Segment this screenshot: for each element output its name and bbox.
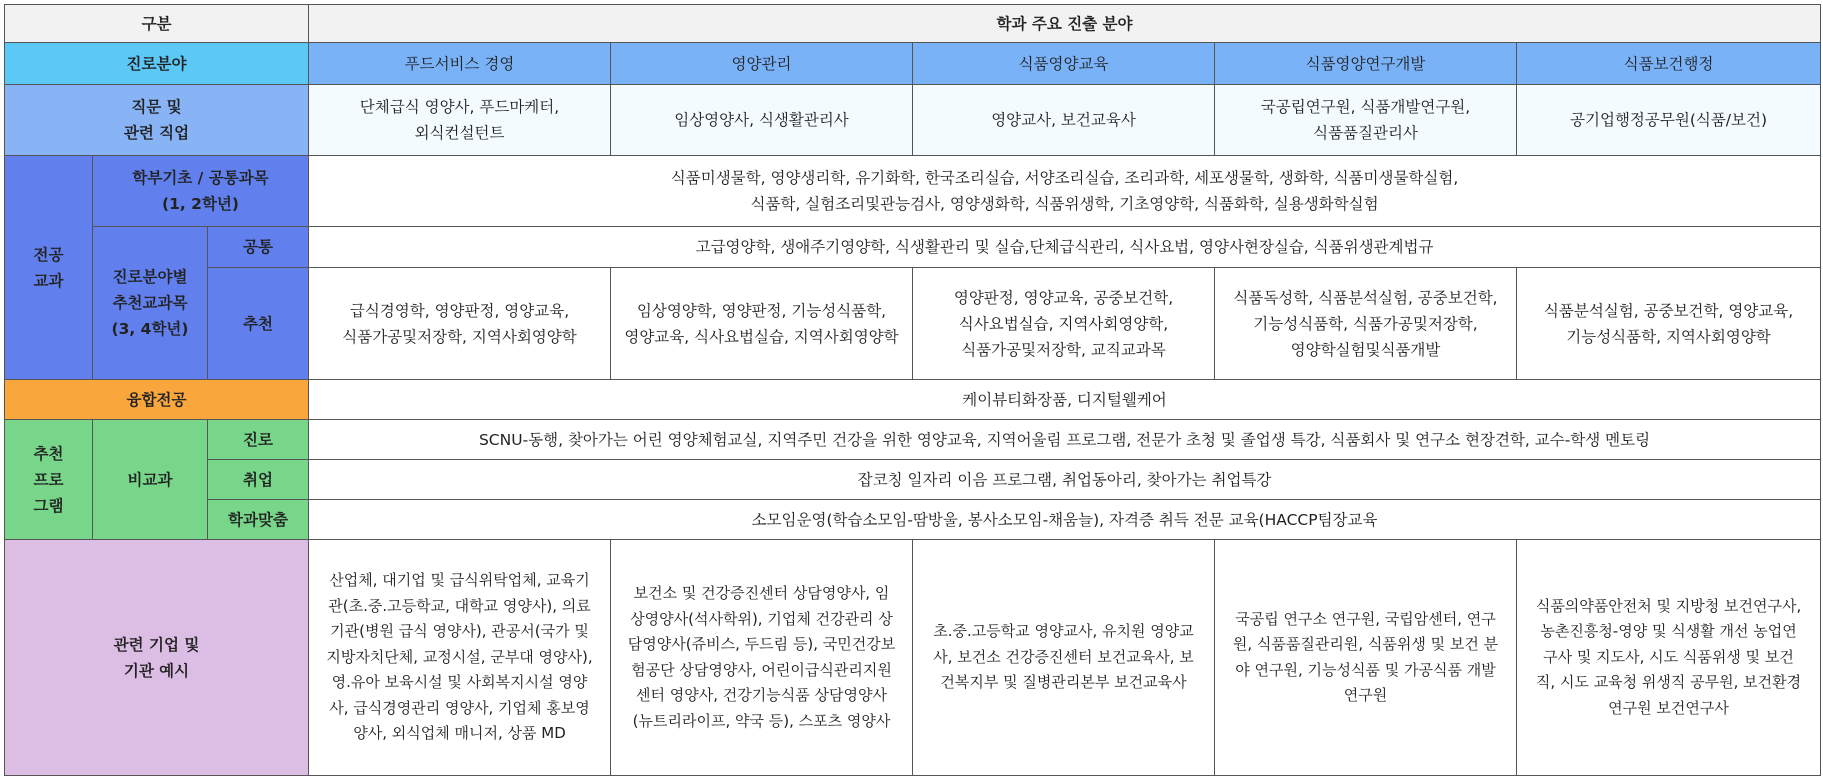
job-cell: 공기업행정공무원(식품/보건) [1517, 85, 1821, 156]
convergence-content: 케이뷰티화장품, 디지털웰케어 [309, 380, 1821, 420]
institutions-label: 관련 기업 및 기관 예시 [5, 540, 309, 776]
track-courses-label: 진로분야별 추천교과목 (3, 4학년) [93, 227, 208, 380]
career-field: 푸드서비스 경영 [309, 43, 611, 85]
program-row [5, 420, 1821, 460]
program-row [5, 460, 1821, 500]
career-field: 식품보건행정 [1517, 43, 1821, 85]
program-content: 잡코칭 일자리 이음 프로그램, 취업동아리, 찾아가는 취업특강 [309, 460, 1821, 500]
basic-courses-content: 식품미생물학, 영양생리학, 유기화학, 한국조리실습, 서양조리실습, 조리과학, 세포생물학, 생화학, 식품미생물학실험, 식품학, 실험조리및관능검사, 영양생화학, 식품위생학, 기초영양학, 식품화학, 실용생화학실험 [309, 156, 1821, 227]
recommend-cell: 임상영양학, 영양판정, 기능성식품학, 영양교육, 식사요법실습, 지역사회영양학 [611, 268, 913, 380]
programs-label: 추천 프로 그램 [5, 420, 93, 540]
career-field: 식품영양교육 [913, 43, 1215, 85]
institution-cell: 국공립 연구소 연구원, 국립암센터, 연구 원, 식품품질관리원, 식품위생 및 보건 분 야 연구원, 기능성식품 및 가공식품 개발 연구원 [1215, 540, 1517, 776]
recommend-cell: 식품독성학, 식품분석실험, 공중보건학, 기능성식품학, 식품가공및저장학, 영양학실험및식품개발 [1215, 268, 1517, 380]
institution-cell: 초.중.고등학교 영양교사, 유치원 영양교 사, 보건소 건강증진센터 보건교육사, 보 건복지부 및 질병관리본부 보건교육사 [913, 540, 1215, 776]
career-field: 영양관리 [611, 43, 913, 85]
career-table [4, 4, 1821, 776]
institution-cell: 보건소 및 건강증진센터 상담영양사, 임 상영양사(석사학위), 기업체 건강관리 상 담영양사(쥬비스, 두드림 등), 국민건강보 험공단 상담영양사, 어린이급식관리지원 센터 영양사, 건강기능식품 상담영양사 (뉴트리라이프, 약국 등), 스포츠 영양사 [611, 540, 913, 776]
recommend-cell: 영양판정, 영양교육, 공중보건학, 식사요법실습, 지역사회영양학, 식품가공및저장학, 교직교과목 [913, 268, 1215, 380]
common-label: 공통 [208, 227, 309, 268]
convergence-row [5, 380, 1821, 420]
program-type-label: 취업 [208, 460, 309, 500]
program-content: 소모임운영(학습소모임-땀방울, 봉사소모임-채움늘), 자격증 취득 전문 교육(HACCP팀장교육 [309, 500, 1821, 540]
jobs-label: 직문 및 관련 직업 [5, 85, 309, 156]
job-cell: 단체급식 영양사, 푸드마케터, 외식컨설턴트 [309, 85, 611, 156]
job-cell: 임상영양사, 식생활관리사 [611, 85, 913, 156]
program-type-label: 진로 [208, 420, 309, 460]
career-field: 식품영양연구개발 [1215, 43, 1517, 85]
program-content: SCNU-동행, 찾아가는 어린 영양체험교실, 지역주민 건강을 위한 영양교육, 지역어울림 프로그램, 전문가 초청 및 졸업생 특강, 식품회사 및 연구소 현장견학, 교수-학생 멘토링 [309, 420, 1821, 460]
common-courses-row [5, 227, 1821, 268]
extracurricular-label: 비교과 [93, 420, 208, 540]
main-title: 학과 주요 진출 분야 [309, 5, 1821, 43]
program-type-label: 학과맞춤 [208, 500, 309, 540]
basic-courses-label: 학부기초 / 공통과목 (1, 2학년) [93, 156, 309, 227]
job-cell: 영양교사, 보건교육사 [913, 85, 1215, 156]
recommend-cell: 식품분석실험, 공중보건학, 영양교육, 기능성식품학, 지역사회영양학 [1517, 268, 1821, 380]
institution-cell: 식품의약품안전처 및 지방청 보건연구사, 농촌진흥청-영양 및 식생활 개선 농업연 구사 및 지도사, 시도 식품위생 및 보건 직, 시도 교육청 위생직 공무원, 보건환경 연구원 보건연구사 [1517, 540, 1821, 776]
institution-cell: 산업체, 대기업 및 급식위탁업체, 교육기 관(초.중.고등학교, 대학교 영양사), 의료 기관(병원 급식 영양사), 관공서(국가 및 지방자치단체, 교정시설, 군부대 영양사), 영.유아 보육시설 및 사회복지시설 영양 사, 급식경영관리 영양사, 기업체 홍보영 양사, 외식업체 매니저, 상품 MD [309, 540, 611, 776]
career-fields-row [5, 43, 1821, 85]
recommend-cell: 급식경영학, 영양판정, 영양교육, 식품가공및저장학, 지역사회영양학 [309, 268, 611, 380]
institutions-row [5, 540, 1821, 776]
major-label: 전공 교과 [5, 156, 93, 380]
career-fields-label: 진로분야 [5, 43, 309, 85]
recommend-label: 추천 [208, 268, 309, 380]
category-header: 구분 [5, 5, 309, 43]
job-cell: 국공립연구원, 식품개발연구원, 식품품질관리사 [1215, 85, 1517, 156]
recommend-courses-row [5, 268, 1821, 380]
jobs-row [5, 85, 1821, 156]
common-courses-content: 고급영양학, 생애주기영양학, 식생활관리 및 실습,단체급식관리, 식사요법, 영양사현장실습, 식품위생관계법규 [309, 227, 1821, 268]
basic-courses-row [5, 156, 1821, 227]
header-row [5, 5, 1821, 43]
program-row [5, 500, 1821, 540]
convergence-label: 융합전공 [5, 380, 309, 420]
